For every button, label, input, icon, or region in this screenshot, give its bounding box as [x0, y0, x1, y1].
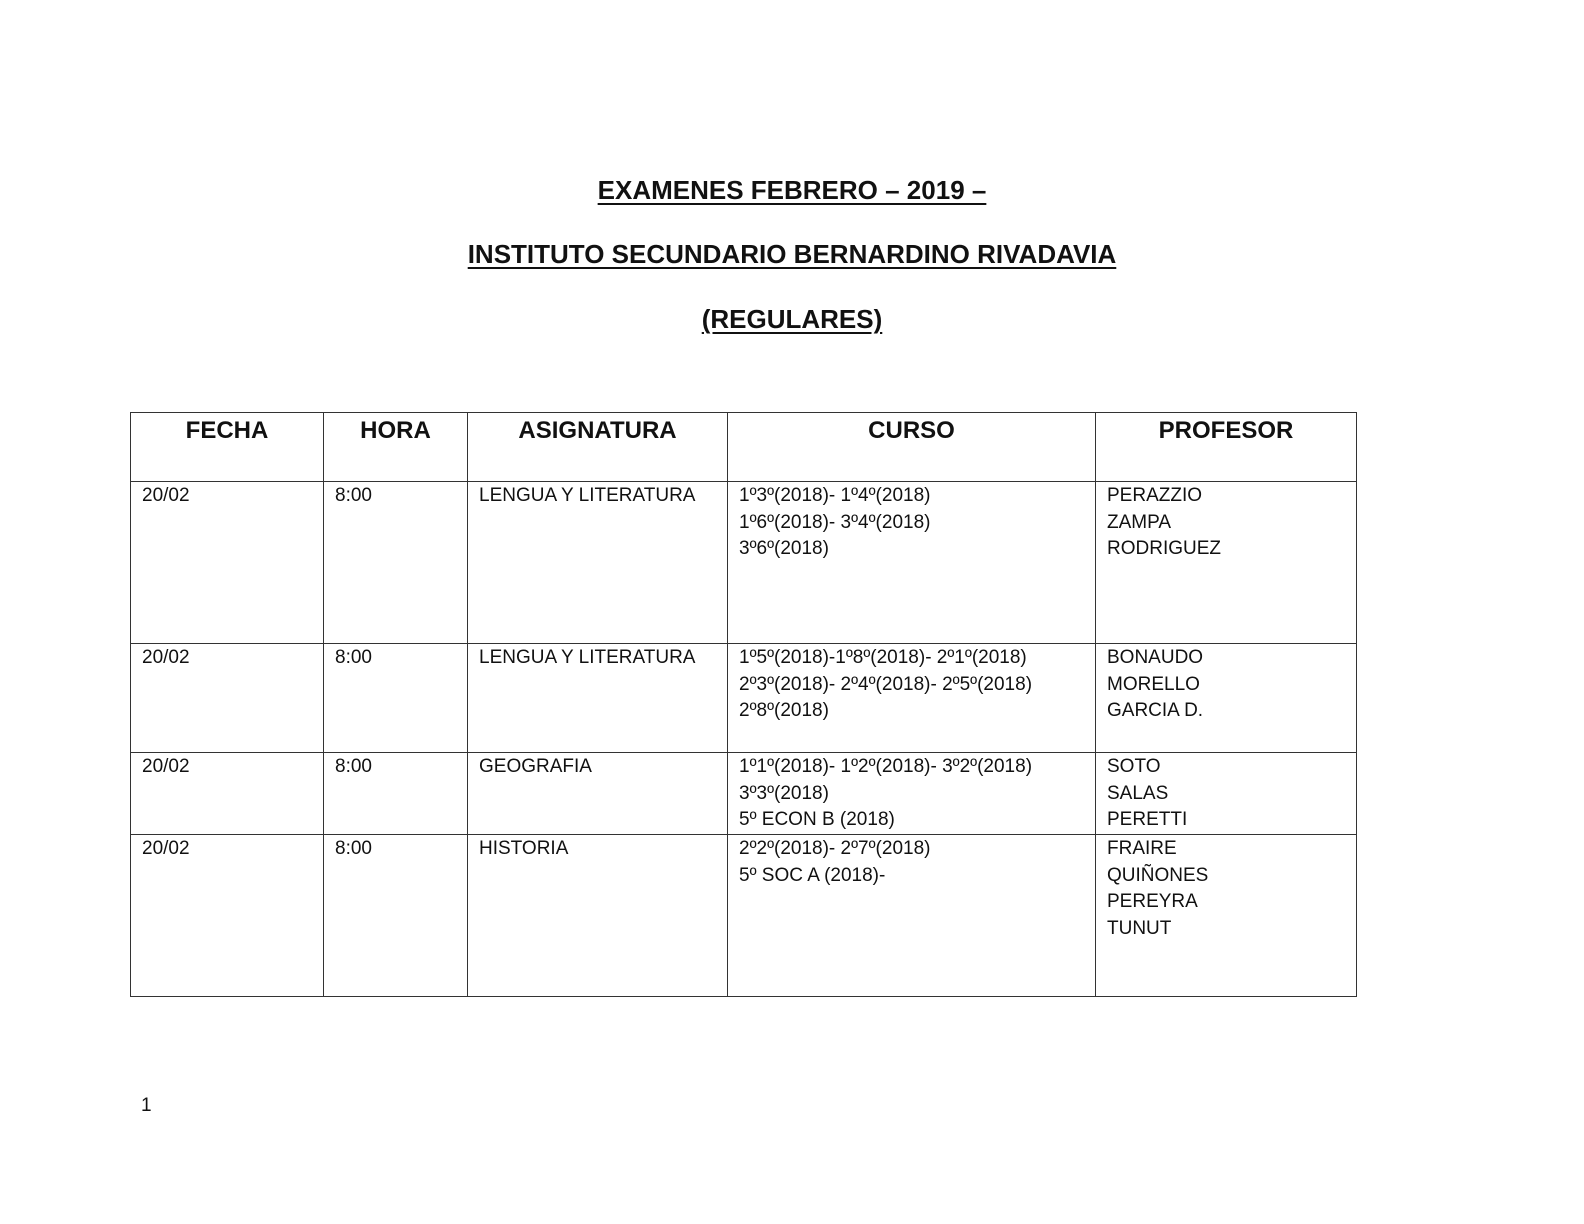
curso-line: 1º6º(2018)- 3º4º(2018)	[739, 511, 931, 533]
table-row	[131, 753, 1357, 835]
cell-fecha: 20/02	[131, 482, 324, 644]
cell-fecha: 20/02	[131, 753, 324, 835]
profesor-line: QUIÑONES	[1107, 864, 1209, 886]
profesor-line: PERETTI	[1107, 809, 1188, 830]
profesor-line: GARCIA D.	[1107, 700, 1204, 721]
cell-profesor	[1096, 835, 1357, 997]
cell-hora: 8:00	[324, 482, 468, 644]
curso-line: 5º ECON B (2018)	[739, 809, 895, 830]
table-row	[131, 482, 1357, 644]
cell-asignatura: GEOGRAFIA	[468, 753, 728, 835]
header-hora: HORA	[324, 413, 468, 482]
profesor-line: MORELLO	[1107, 673, 1200, 695]
exam-category: (REGULARES)	[701, 304, 883, 334]
table-header-row	[131, 413, 1357, 482]
cell-hora: 8:00	[324, 835, 468, 997]
cell-hora: 8:00	[324, 753, 468, 835]
profesor-line: FRAIRE	[1107, 838, 1177, 859]
table-row	[131, 835, 1357, 997]
profesor-line: SALAS	[1107, 782, 1169, 804]
curso-line: 3º3º(2018)	[739, 782, 829, 804]
cell-asignatura: HISTORIA	[468, 835, 728, 997]
cell-fecha: 20/02	[131, 835, 324, 997]
header-curso: CURSO	[728, 413, 1096, 482]
curso-line: 2º2º(2018)- 2º7º(2018)	[739, 838, 931, 859]
profesor-line: PEREYRA	[1107, 891, 1198, 912]
exam-schedule-table	[130, 412, 1357, 997]
cell-fecha: 20/02	[131, 644, 324, 753]
cell-profesor	[1096, 753, 1357, 835]
header-asignatura: ASIGNATURA	[468, 413, 728, 482]
header-profesor: PROFESOR	[1096, 413, 1357, 482]
table-row	[131, 644, 1357, 753]
cell-curso	[728, 835, 1096, 997]
profesor-line: TUNUT	[1107, 917, 1172, 939]
profesor-line: RODRIGUEZ	[1107, 538, 1221, 559]
curso-line: 1º3º(2018)- 1º4º(2018)	[739, 485, 931, 506]
exam-title: EXAMENES FEBRERO – 2019 –	[597, 175, 987, 205]
cell-curso	[728, 482, 1096, 644]
profesor-line: ZAMPA	[1107, 511, 1172, 533]
cell-curso	[728, 644, 1096, 753]
cell-asignatura: LENGUA Y LITERATURA	[468, 482, 728, 644]
cell-profesor	[1096, 644, 1357, 753]
cell-curso	[728, 753, 1096, 835]
institute-name: INSTITUTO SECUNDARIO BERNARDINO RIVADAVIA	[467, 239, 1117, 269]
cell-asignatura: LENGUA Y LITERATURA	[468, 644, 728, 753]
curso-line: 2º3º(2018)- 2º4º(2018)- 2º5º(2018)	[739, 673, 1033, 695]
profesor-line: PERAZZIO	[1107, 485, 1203, 506]
header-fecha: FECHA	[131, 413, 324, 482]
cell-hora: 8:00	[324, 644, 468, 753]
profesor-line: BONAUDO	[1107, 647, 1204, 668]
page-number: 1	[141, 1095, 152, 1116]
curso-line: 2º8º(2018)	[739, 700, 829, 721]
profesor-line: SOTO	[1107, 756, 1161, 777]
curso-line: 5º SOC A (2018)-	[739, 864, 886, 886]
curso-line: 3º6º(2018)	[739, 538, 829, 559]
curso-line: 1º1º(2018)- 1º2º(2018)- 3º2º(2018)	[739, 756, 1033, 777]
curso-line: 1º5º(2018)-1º8º(2018)- 2º1º(2018)	[739, 647, 1027, 668]
cell-profesor	[1096, 482, 1357, 644]
